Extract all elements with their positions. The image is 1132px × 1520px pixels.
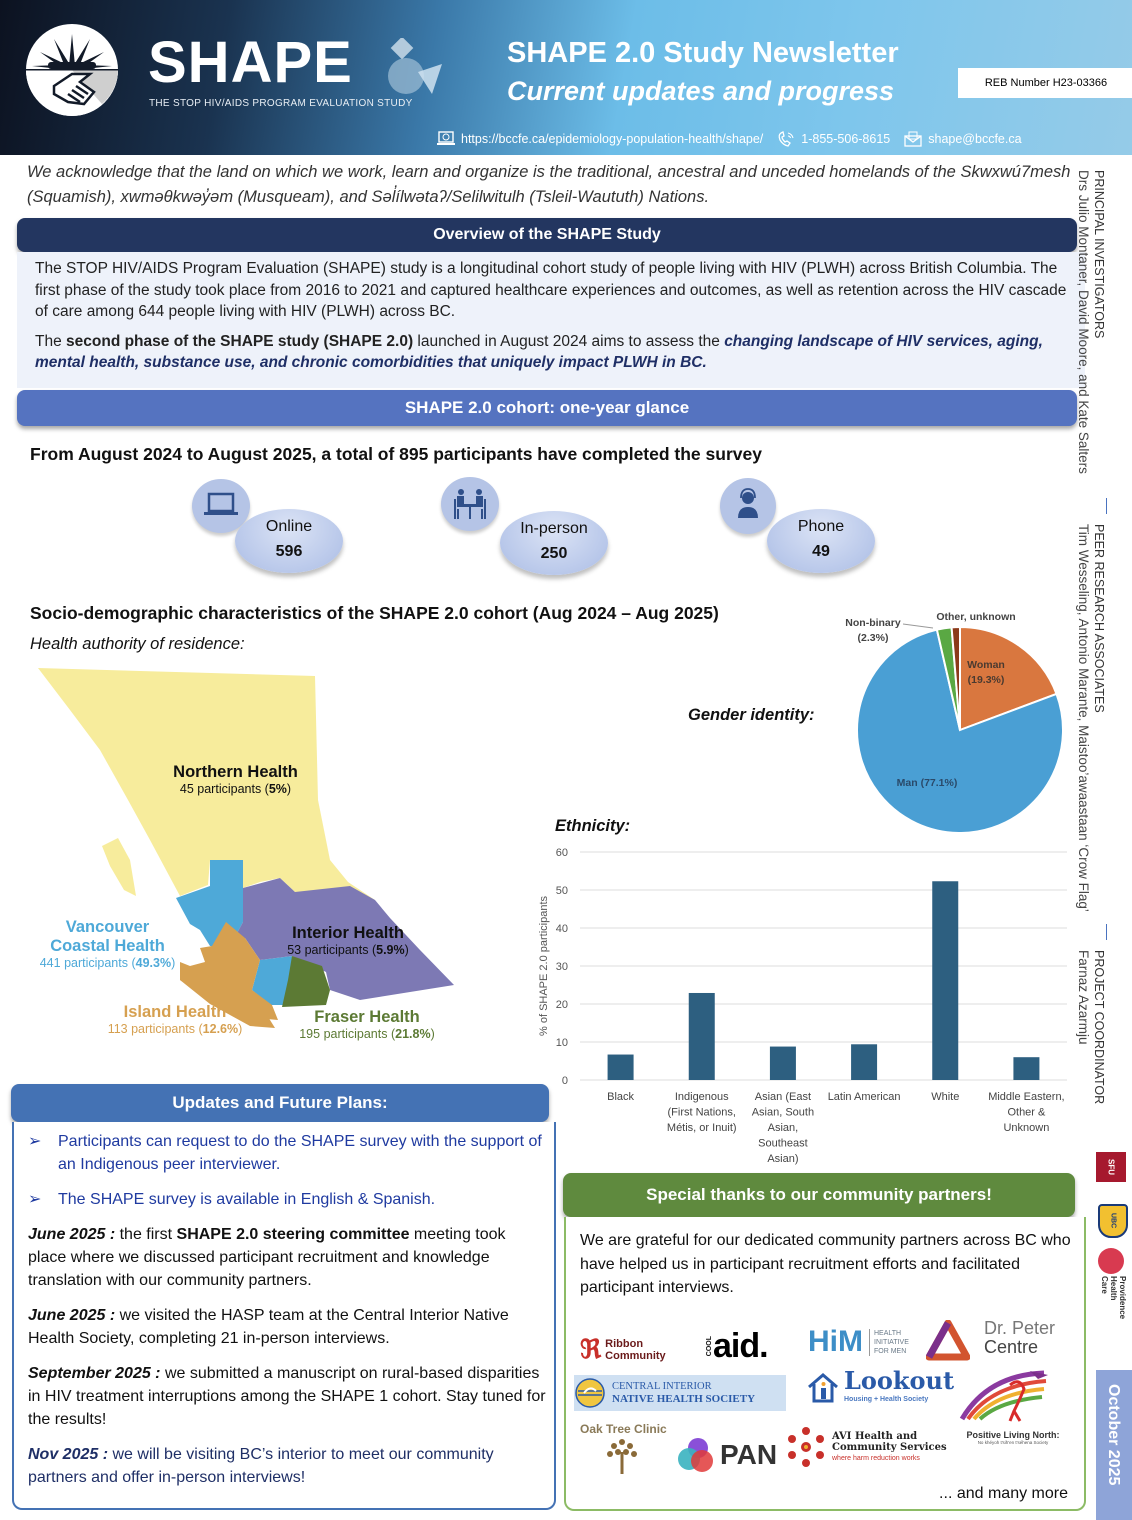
region-close: ) (171, 955, 176, 970)
region-name: Island Health (123, 1003, 227, 1021)
region-participants: 441 participants ( (39, 955, 136, 970)
region-close: ) (430, 1026, 435, 1041)
cinhs-emblem (574, 1377, 606, 1409)
x-tick-label: Métis, or Inuit) (666, 1122, 737, 1134)
him-logo (808, 1325, 924, 1359)
bar (1013, 1057, 1039, 1080)
avi-tagline: where harm reduction works (832, 1454, 920, 1462)
update-item (28, 1223, 548, 1292)
update-text-2: meeting took place where we discussed participant recruitment and knowledge translation with our community partners. (28, 1226, 506, 1289)
bar (851, 1044, 877, 1080)
update-text: we will be visiting BC’s interior to meet our community partners and offer in-person interviews! (28, 1446, 494, 1486)
meeting-icon (441, 477, 499, 531)
website-link[interactable]: https://bccfe.ca/epidemiology-population-health/shape/ (461, 132, 764, 146)
lookout-subtitle: Housing + Health Society (844, 1396, 929, 1403)
ubc-logo: UBC (1098, 1204, 1128, 1238)
mode-online-value: 596 (275, 543, 303, 560)
region-name: Interior Health (292, 924, 404, 942)
region-participants: 45 participants ( (179, 781, 269, 796)
x-tick-label: Middle Eastern, (988, 1091, 1065, 1103)
partners-text: We are grateful for our dedicated community partners across BC who have helped us in participant recruitment efforts and facilitated participant interviews. (580, 1232, 1071, 1296)
and-many-more: ... and many more (939, 1485, 1068, 1502)
arrow-bullet-icon: ➢ (28, 1191, 42, 1208)
x-tick-label: Other & (1007, 1106, 1046, 1119)
pln-subtitle: No khéyoh t'sih'en t'séhena Society (977, 1440, 1049, 1445)
y-tick-label: 20 (555, 999, 568, 1011)
region-participants: 195 participants ( (299, 1026, 396, 1041)
phone-icon (777, 131, 795, 147)
region-name-2: Coastal Health (50, 936, 165, 955)
cinhs-logo (574, 1375, 786, 1411)
region-participants: 113 participants ( (107, 1021, 203, 1036)
region-close: ) (238, 1021, 243, 1036)
update-bullet-text: Participants can request to do the SHAPE survey with the support of an Indigenous peer interviewer. (58, 1133, 542, 1173)
update-date: Nov 2025 : (28, 1446, 109, 1463)
mode-phone (767, 509, 875, 573)
x-tick-label: Indigenous (674, 1091, 729, 1103)
map-region-northern-islands (102, 838, 136, 896)
dr-peter-text: Dr. Peter (984, 1318, 1056, 1338)
region-pct: 5% (268, 781, 287, 796)
update-date: June 2025 : (28, 1307, 116, 1324)
region-close: ) (404, 942, 409, 957)
contact-bar (437, 128, 1022, 150)
pie-label-man: Man (77.1%) (896, 777, 958, 789)
divider (1106, 924, 1107, 940)
overview-paragraph-1: The STOP HIV/AIDS Program Evaluation (SHAPE) study is a longitudinal cohort study of people living with HIV (PLWH) across British Columbia. The first phase of the study took place from 2016 to 2021 and captured healthcare experiences and outcomes, as well as retention across the HIV cascade of care among 644 people living with HIV (PLWH) across BC. (35, 260, 1067, 320)
y-tick-label: 50 (555, 885, 568, 897)
dr-peter-centre-logo (984, 1319, 1055, 1357)
mode-in-person-label: In-person (520, 520, 588, 537)
overview-p2-text: The (35, 332, 67, 350)
update-date: September 2025 : (28, 1365, 161, 1382)
coolaid-small-text: COOL (706, 1336, 713, 1357)
pie-label-woman: Woman (967, 659, 1005, 671)
sidebar-credits (1076, 158, 1132, 1520)
pie-label-woman-pct: (19.3%) (967, 674, 1005, 686)
newsletter-subtitle: Current updates and progress (507, 76, 895, 106)
update-item (28, 1304, 548, 1350)
sfu-logo: SFU (1096, 1152, 1126, 1182)
x-tick-label: Asian) (767, 1153, 799, 1165)
update-bullet (28, 1130, 548, 1176)
arrow-bullet-icon: ➢ (28, 1133, 42, 1150)
pra-title: PEER RESEARCH ASSOCIATES (1092, 524, 1106, 713)
region-name: Northern Health (173, 763, 298, 781)
update-date: June 2025 : (28, 1226, 116, 1243)
header-banner (0, 0, 1132, 155)
region-name: Fraser Health (314, 1008, 420, 1026)
region-pct: 12.6% (202, 1021, 239, 1036)
region-pct: 21.8% (395, 1026, 431, 1041)
cinhs-text-2: NATIVE HEALTH SOCIETY (612, 1393, 756, 1405)
brand-subtitle: THE STOP HIV/AIDS PROGRAM EVALUATION STUDY (149, 98, 413, 109)
y-axis-label: % of SHAPE 2.0 participants (538, 895, 550, 1037)
region-pct: 49.3% (135, 955, 172, 970)
lookout-house-icon (806, 1372, 840, 1404)
x-tick-label: Asian, (767, 1122, 799, 1134)
y-tick-label: 10 (555, 1037, 568, 1049)
region-pct: 5.9% (376, 942, 405, 957)
email-link[interactable]: shape@bccfe.ca (928, 132, 1022, 146)
reb-number: REB Number H23-03366 (958, 68, 1132, 98)
bar (770, 1047, 796, 1080)
pie-leader-line (903, 624, 933, 628)
mode-online-label: Online (265, 518, 313, 535)
pan-text: PAN (720, 1439, 778, 1470)
newsletter-title: SHAPE 2.0 Study Newsletter (507, 37, 899, 69)
region-close: ) (286, 781, 292, 796)
providence-flower-icon (1098, 1248, 1124, 1274)
dr-peter-centre-emblem (926, 1320, 970, 1364)
overview-p2-bold: second phase of the SHAPE study (SHAPE 2.0) (66, 332, 414, 350)
ethnicity-label: Ethnicity: (555, 817, 631, 835)
region-participants: 53 participants ( (287, 942, 377, 957)
overview-box (17, 252, 1085, 388)
pan-logo (676, 1435, 777, 1475)
gender-identity-label: Gender identity: (688, 706, 815, 724)
gender-pie-chart (835, 612, 1065, 832)
overview-p2-emphasis: changing landscape of HIV services, aging, mental health, substance use, and chronic comorbidities that uniquely impact PLWH in BC. (35, 332, 1043, 371)
avi-text-1: AVI Health and (832, 1430, 918, 1442)
health-authority-label: Health authority of residence: (30, 635, 245, 653)
bc-health-authority-map (30, 660, 470, 1060)
divider (1106, 498, 1107, 514)
overview-p2-text-2: launched in August 2024 aims to assess the (413, 332, 725, 350)
date-tab (1096, 1370, 1132, 1520)
mode-in-person (500, 511, 608, 575)
pi-title: PRINCIPAL INVESTIGATORS (1092, 170, 1106, 339)
avi-logo (784, 1425, 947, 1469)
region-label-interior (273, 924, 423, 957)
region-label-island (105, 1003, 245, 1036)
dr-peter-centre-text: Centre (984, 1337, 1039, 1357)
envelope-icon (904, 131, 922, 147)
y-tick-label: 30 (555, 961, 568, 973)
mode-online (235, 509, 343, 573)
pra-names: Tim Wesseling, Antonio Marante, Maistoo’awaastaan ‘Crow Flag’ (1076, 524, 1091, 912)
land-acknowledgement: We acknowledge that the land on which we work, learn and organize is the traditional, ancestral and unceded homelands of the Skwxwú7mesh (Squamish), xwməθkwəy̓əm (Musqueam), and Səl̓ílwətaʔ/Selilwitulh (Tsleil-Waututh) Nations. (27, 163, 1071, 206)
ribbon-community-text: Ribbon Community (605, 1338, 666, 1362)
region-label-fraser (292, 1008, 442, 1041)
cohort-heading: SHAPE 2.0 cohort: one-year glance (17, 390, 1077, 426)
bar (689, 993, 715, 1080)
ethnicity-bar-chart (530, 840, 1075, 1170)
bar (932, 881, 958, 1080)
avi-text-2: Community Services (832, 1441, 947, 1453)
socio-demographic-title: Socio-demographic characteristics of the SHAPE 2.0 cohort (Aug 2024 – Aug 2025) (30, 603, 719, 623)
oak-tree-text: Oak Tree Clinic (580, 1422, 667, 1436)
update-text: we submitted a manuscript on rural-based disparities in HIV treatment interruptions among the SHAPE 1 cohort. Stay tuned for the results! (28, 1365, 546, 1428)
laptop-globe-icon (437, 131, 455, 147)
mode-in-person-value: 250 (540, 545, 568, 562)
brand-shapes-icon (378, 38, 444, 98)
pan-emblem (676, 1435, 716, 1475)
update-bold: SHAPE 2.0 steering committee (176, 1226, 410, 1243)
pie-label-nonbinary: Non-binary (845, 617, 901, 629)
x-tick-label: Latin American (827, 1091, 901, 1103)
coolaid-text: aid. (713, 1327, 768, 1365)
updates-heading: Updates and Future Plans: (11, 1084, 549, 1122)
pie-label-other: Other, unknown (936, 612, 1016, 623)
lookout-logo (806, 1366, 955, 1407)
region-name: Vancouver (65, 918, 150, 936)
ribbon-community-logo: ℜ Ribbon Community (580, 1335, 675, 1365)
region-label-vancouver-coastal (35, 918, 180, 970)
x-tick-label: (First Nations, (667, 1106, 736, 1119)
x-tick-label: White (931, 1091, 960, 1103)
partners-heading: Special thanks to our community partners! (563, 1173, 1075, 1217)
him-text: HiM (808, 1325, 863, 1358)
avi-emblem (784, 1425, 828, 1469)
update-bullet (28, 1188, 548, 1211)
update-bullet-text: The SHAPE survey is available in English & Spanish. (58, 1191, 436, 1208)
y-tick-label: 0 (561, 1075, 568, 1087)
total-participants-line: From August 2024 to August 2025, a total of 895 participants have completed the survey (30, 444, 762, 464)
update-text: the first (115, 1226, 177, 1243)
update-item (28, 1362, 548, 1431)
x-tick-label: Asian (East (754, 1091, 812, 1103)
phone-number[interactable]: 1-855-506-8615 (801, 132, 891, 146)
partners-box (564, 1217, 1086, 1511)
issue-date: October 2025 (1105, 1384, 1122, 1486)
update-text: we visited the HASP team at the Central Interior Native Health Society, completing 21 in-person interviews. (28, 1307, 509, 1347)
mode-phone-label: Phone (797, 518, 845, 535)
pc-title: PROJECT COORDINATOR (1092, 950, 1106, 1105)
update-item (28, 1443, 548, 1489)
overview-heading: Overview of the SHAPE Study (17, 218, 1077, 252)
positive-living-north-bird-logo (958, 1367, 1054, 1427)
updates-box (12, 1122, 556, 1510)
coolaid-logo (706, 1327, 768, 1366)
brand-wordmark: SHAPE (148, 30, 353, 95)
lookout-text: Lookout (844, 1366, 955, 1395)
x-tick-label: Asian, South (751, 1106, 815, 1119)
region-label-northern (163, 763, 308, 796)
pln-text: Positive Living North: (966, 1430, 1060, 1440)
y-tick-label: 60 (555, 847, 568, 859)
x-tick-label: Black (607, 1091, 635, 1103)
x-tick-label: Unknown (1003, 1122, 1050, 1134)
oak-tree-clinic-logo (580, 1422, 667, 1481)
pie-label-nonbinary-pct: (2.3%) (857, 632, 889, 644)
bar (608, 1055, 634, 1080)
y-tick-label: 40 (555, 923, 568, 935)
cinhs-text-1: CENTRAL INTERIOR (612, 1381, 712, 1392)
x-tick-label: Southeast (758, 1137, 808, 1150)
oak-tree-icon (602, 1436, 642, 1476)
pi-names: Drs Julio Montaner, David Moore, and Kate Salters (1076, 170, 1091, 474)
shape-handshake-logo (24, 22, 120, 118)
mode-phone-value: 49 (812, 543, 830, 560)
positive-living-north-logo (958, 1430, 1068, 1445)
pc-names: Farnaz Azarmju (1076, 950, 1091, 1045)
him-subtitle: HEALTH INITIATIVE FOR MEN (869, 1329, 924, 1356)
overview-paragraph-2 (35, 331, 1075, 374)
providence-text: Providence Health Care (1100, 1276, 1127, 1320)
